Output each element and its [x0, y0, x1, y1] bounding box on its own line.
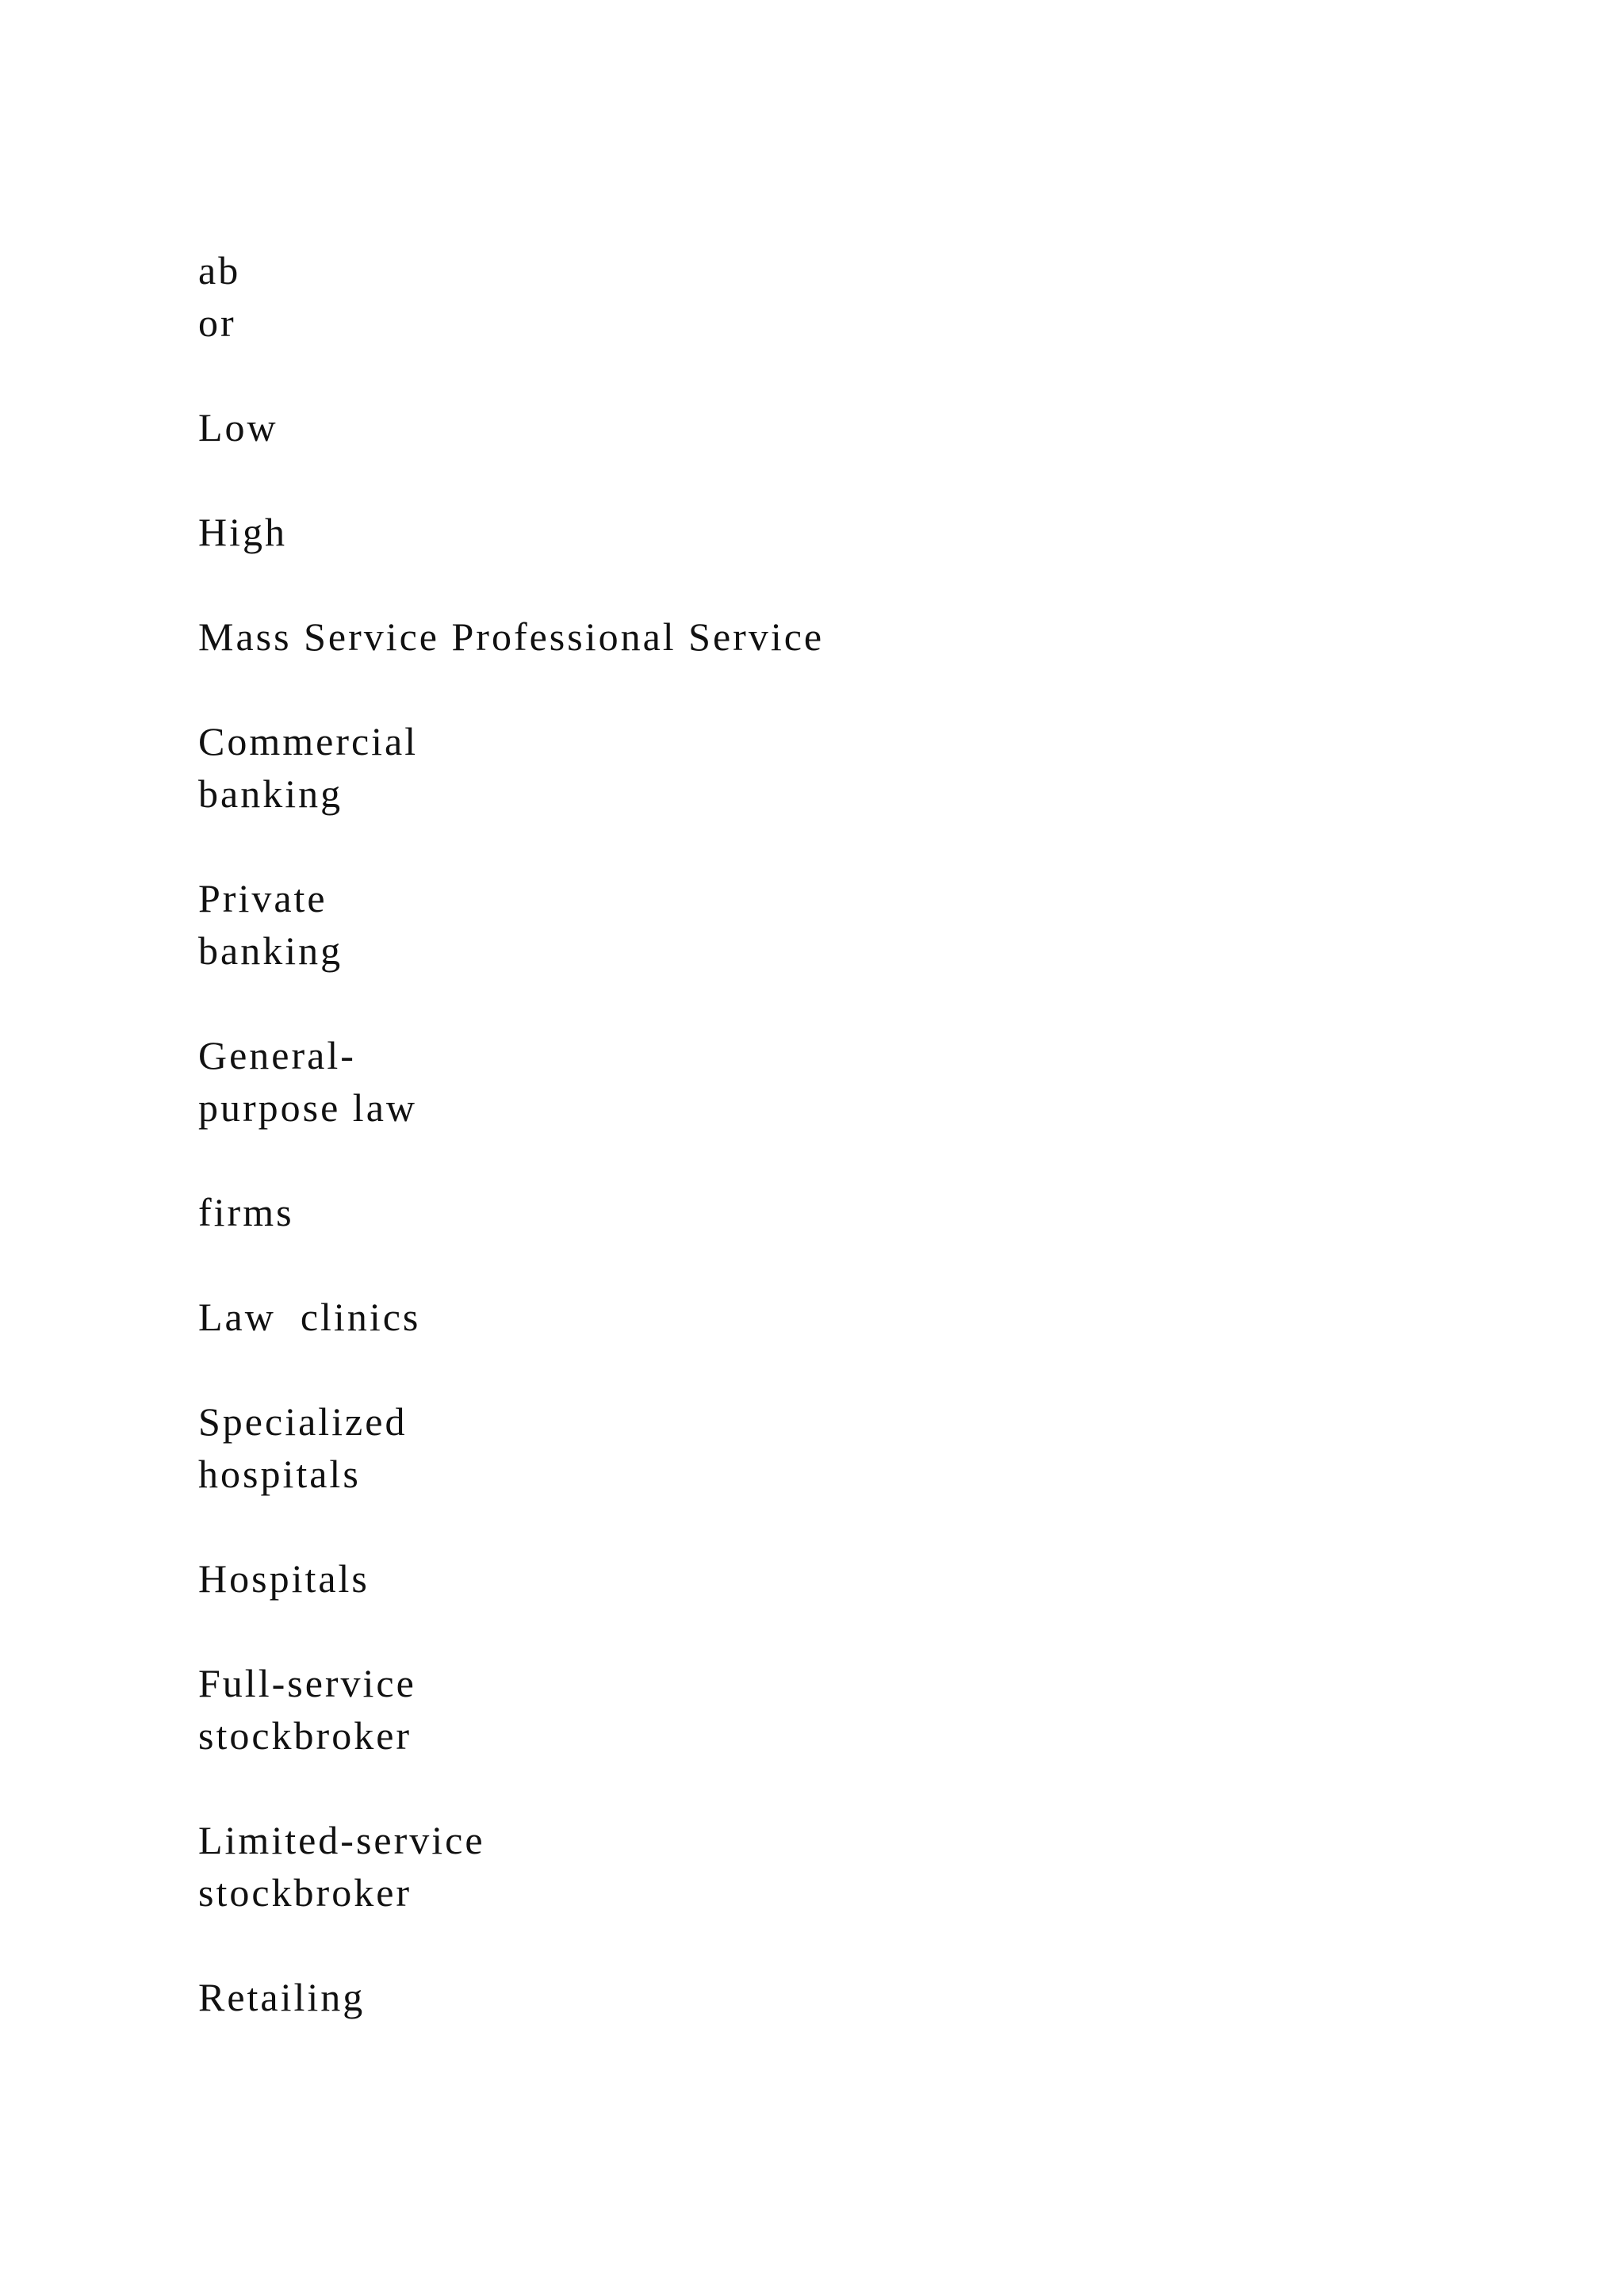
text-line: banking	[198, 771, 343, 816]
paragraph-high	[198, 506, 1546, 558]
paragraph-general-purpose-law	[198, 1029, 1546, 1134]
text-line: Mass Service Professional Service	[198, 614, 825, 659]
paragraph-hospitals	[198, 1552, 1546, 1605]
paragraph-low	[198, 401, 1546, 453]
text-line: hospitals	[198, 1452, 361, 1496]
text-line: Law clinics	[198, 1295, 421, 1339]
text-line: ab	[198, 248, 241, 293]
document-body	[198, 244, 1546, 2076]
text-line: firms	[198, 1190, 294, 1234]
text-line: Specialized	[198, 1399, 408, 1444]
paragraph-retailing	[198, 1971, 1546, 2023]
paragraph-limited-service-stockbroker	[198, 1814, 1546, 1919]
text-line: Hospitals	[198, 1556, 370, 1601]
paragraph-commercial-banking	[198, 715, 1546, 820]
paragraph-service-types	[198, 610, 1546, 663]
text-line: stockbroker	[198, 1870, 412, 1915]
text-line: Full-service	[198, 1661, 416, 1705]
text-line: Retailing	[198, 1975, 366, 2019]
text-line: purpose law	[198, 1085, 417, 1130]
text-line: or	[198, 300, 236, 345]
paragraph-private-banking	[198, 872, 1546, 977]
paragraph-firms	[198, 1186, 1546, 1238]
text-line: High	[198, 510, 287, 554]
paragraph-ab-or	[198, 244, 1546, 349]
text-line: Limited-service	[198, 1818, 485, 1862]
text-line: Private	[198, 876, 327, 920]
text-line: banking	[198, 928, 343, 973]
text-line: General-	[198, 1033, 356, 1077]
text-line: Commercial	[198, 719, 419, 763]
text-line: stockbroker	[198, 1713, 412, 1758]
paragraph-law-clinics	[198, 1291, 1546, 1343]
text-line: Low	[198, 405, 278, 450]
paragraph-specialized-hospitals	[198, 1395, 1546, 1500]
paragraph-full-service-stockbroker	[198, 1657, 1546, 1762]
